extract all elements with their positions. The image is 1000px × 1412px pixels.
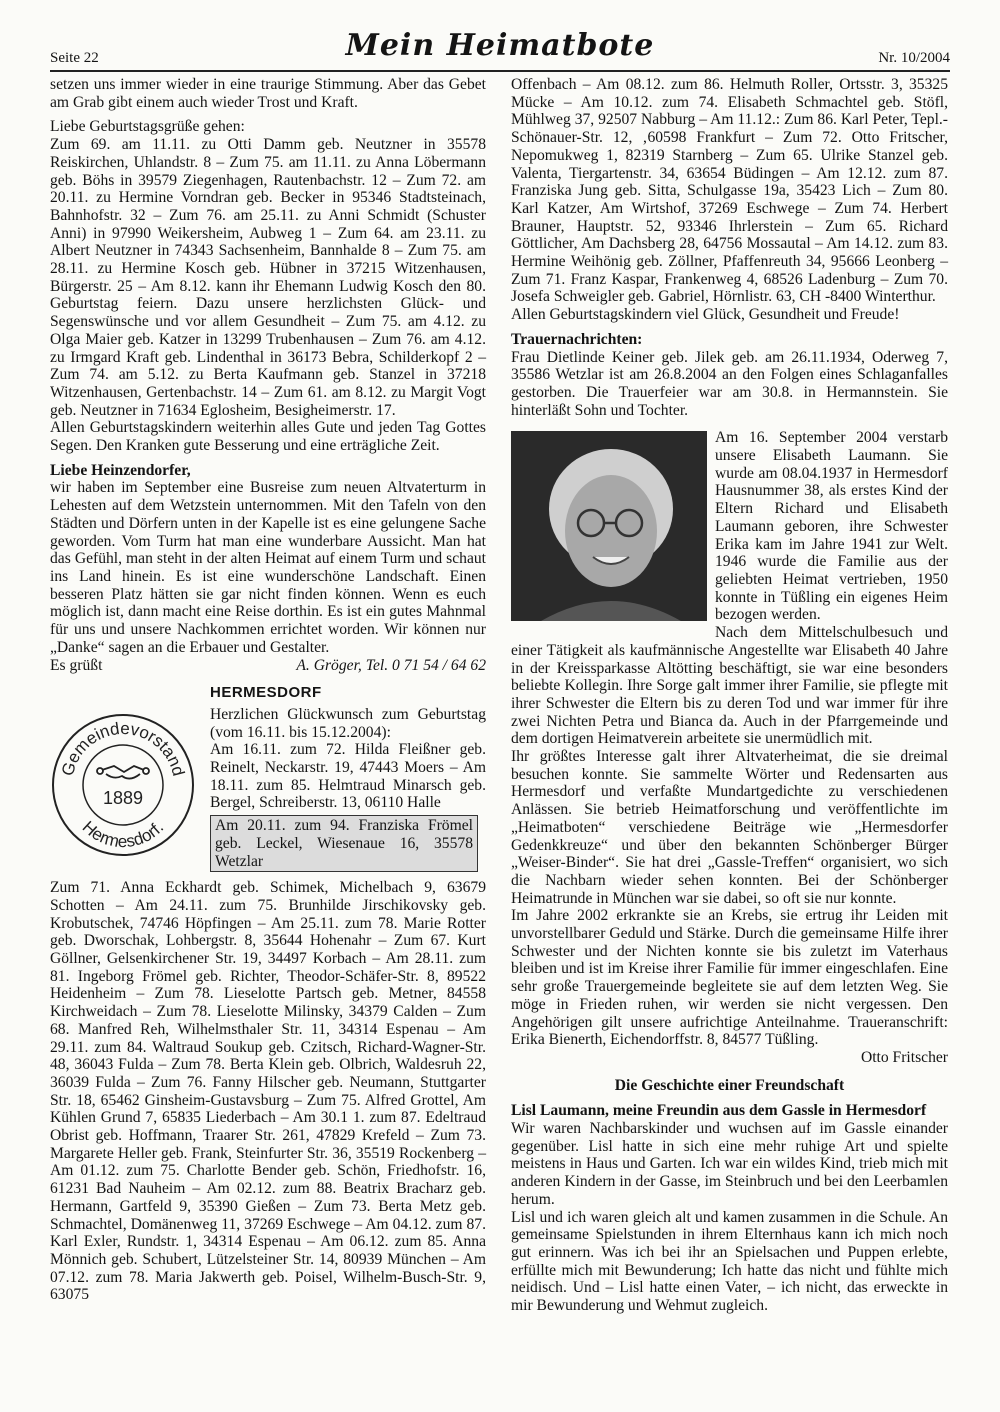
svg-text:Gemeindevorstand: Gemeindevorstand [57,719,189,779]
left-column [50,76,486,1304]
svg-text:1889: 1889 [102,788,144,809]
hermesdorf-block [50,684,486,872]
page-number: Seite 22 [50,50,99,66]
obituary-paragraph-1: Am 16. September 2004 verstarb unsere Elisabeth Laumann. Sie wurde am 08.04.1937 in Hermesdorf Hausnummer 38, als erstes Kind der Eltern Richard und Elisabeth Laumann geboren, ihre Schwester Erika kam im Jahre 1941 zur Welt. 1946 wurde die Familie aus der geliebten Heimat vertrieben, 1950 konnte in Tüßling ein eigenes Heim bezogen werden. [715,429,948,624]
heinzendorf-heading: Liebe Heinzendorfer, [50,461,191,479]
right-column [511,76,948,1315]
greetings-close: Allen Geburtstagskindern weiterhin alles Gute und jeden Tag Gottes Segen. Den Kranken gute Besserung und eine erträgliche Zeit. [50,419,486,455]
obituary-paragraph-3: Ihr größtes Interesse galt ihrer Altvaterheimat, die sie dreimal besuchen konnte. Sie sammelte Wörter und Redensarten aus Hermesdorf und verfaßte Mundartgedichte zu verschiedenen Anlässen. Sie betrieb Heimatforschung und veröffentlichte im „Heimatboten“ verschiedene Beiträge wie „Hermesdorfer Gedenkkreuze“ und über den bekannten Schönberger Bürger „Weiser-Binder“. Sie hat drei „Gassle-Treffen“ organisiert, wo sich die Nachbarn wieder sehen konnten. Bei der Schönberger Heimatrunde in München war sie dabei, so oft sie nur konnte. [511,748,948,907]
greetings-intro: Liebe Geburtstagsgrüße gehen: [50,118,245,136]
greetings-list: Zum 69. am 11.11. zu Otti Damm geb. Neutzner in 35578 Reiskirchen, Uhlandstr. 8 – Zum 75. am 11.11. zu Anna Löbermann geb. Böhs in 39579 Ziegenhagen, Rautenbachstr. 12 – Zum 72. am 20.11. zu Hermine Vorndran geb. Becker in 95346 Stadtsteinach, Bahnhofstr. 32 – Zum 76. am 25.11. zu Anni Schmidt (Schuster Anni) in 97990 Weikersheim, Aubweg 1 – Zum 64. am 23.11. zu Albert Neutzner in 74343 Sachsenheim, Bannhalde 8 – Zum 75. am 28.11. zu Hermine Kosch geb. Hübner in 37215 Witzenhausen, Bürgerstr. 25 – Am 8.12. kann ihr Ehemann Ludwig Kosch den 80. Geburtstag feiern. Dazu unsere herzlichsten Glück- und Segenswünsche und vor allem Gesundheit – Zum 75. am 4.12. zu Olga Maier geb. Katzer in 13299 Trubenhausen – Zum 76. am 4.12. zu Irmgard Kraft geb. Lindenthal in 36173 Bebra, Schilderkopf 2 – Zum 74. am 5.12. zu Berta Kaufmann geb. Stanzel in 37218 Witzenhausen, Gertenbachstr. 14 – Zum 61. am 8.12. zu Margit Vogt geb. Neutzner in 71634 Eglosheim, Besigheimerstr. 17. [50,136,486,419]
signature-line [50,657,486,675]
obituary-paragraph-4: Im Jahre 2002 erkrankte sie an Krebs, sie ertrug ihr Leiden mit unvorstellbarer Geduld und Stärke. Durch die gemeinsame Hilfe ihrer Schwester und der Nichten konnte sie bis zuletzt im Vaterhaus bleiben und ist im Kreise ihrer Familie für immer eingeschlafen. Eine sehr große Trauergemeinde begleitete sie auf dem letzten Weg. Sie möge in Frieden ruhen, wir werden sie nicht vergessen. Den Angehörigen gilt unsere aufrichtige Anteilnahme. Traueranschrift: Erika Bienerth, Eichendorffstr. 8, 84577 Tüßling. [511,907,948,1049]
story-paragraph-1: Wir waren Nachbarskinder und wuchsen auf im Gassle einander gegenüber. Lisl hatte in sich eine mehr ruhige Art und spielte meistens in Haus und Garten. Ich war ein wildes Kind, trieb mich mit anderen Kindern in der Gasse, im Steinbruch und bei den Leerbamlen herum. [511,1120,948,1208]
portrait-photo [511,431,707,621]
svg-text:Hermesdorf.: Hermesdorf. [78,817,168,852]
hermesdorf-title: HERMESDORF [210,684,322,702]
obituary-laumann [511,429,948,1066]
story-paragraph-2: Lisl und ich waren gleich alt und kamen zusammen in die Schule. An gemeinsame Spielstunden in ihrem Elternhaus kann ich mich noch gut erinnern. Was ich bei ihr an Spielsachen und Puppen erlebte, erfüllte mich mit Bewunderung; Ich hatte das nicht und fühlte mich neidisch. Und – Lisl hatte einen Vater, – ich nicht, das erweckte in mir Bewunderung und Wehmut zugleich. [511,1208,948,1315]
handshake-icon [97,766,149,779]
hermesdorf-entries: Am 16.11. zum 72. Hilda Fleißner geb. Reinelt, Neckarstr. 19, 47443 Moers – Am 18.11. zum 85. Helmtraud Minarsch geb. Bergel, Schreiberstr. 13, 06110 Halle [210,741,486,812]
birthday-list-continued: Offenbach – Am 08.12. zum 86. Helmuth Roller, Ortsstr. 3, 35325 Mücke – Am 10.12. zum 74. Elisabeth Schmachtel geb. Stöfl, Mühlweg 37, 92507 Nabburg – Am 11.12.: Zum 86. Karl Peter, Tepl.-Schönauer-Str. 12, ‚60598 Frankfurt – Zum 72. Otto Fritscher, Nepomukweg 1, 82319 Starnberg – Zum 65. Ulrike Stanzel geb. Valenta, Tiergartenstr. 34, 63654 Büdingen – Am 12.12. zum 87. Franziska Jung geb. Sitta, Schulgasse 19a, 35423 Lich – Zum 80. Karl Katzer, Am Wirtshof, 37269 Eschwege – Zum 74. Herbert Brauner, Hauptstr. 52, 93346 Ihrlerstein – Zum 65. Richard Göttlicher, Am Dachsberg 28, 64756 Mossautal – Am 14.12. zum 83. Hermine Weihönig geb. Zöllner, Pfaffenreuth 34, 95666 Leonberg – Zum 71. Franz Kaspar, Frankenweg 4, 68526 Ladenburg – Zum 70. Josefa Schweigler geb. Gabriel, Hörnlistr. 63, CH -8400 Winterthur. [511,76,948,306]
story-title: Die Geschichte einer Freundschaft [614,1076,845,1094]
seal-stamp [50,712,196,858]
intro-paragraph: setzen uns immer wieder in eine traurige Stimmung. Aber das Gebet am Grab gibt einem auch wieder Trost und Kraft. [50,76,486,111]
header-rule [50,70,950,72]
signature-author: A. Gröger, Tel. 0 71 54 / 64 62 [296,656,486,674]
obituary-keiner: Frau Dietlinde Keiner geb. Jilek geb. am 26.11.1934, Oderweg 7, 35586 Wetzlar ist am 26.8.2004 an den Folgen eines Schlaganfalles gestorben. Die Trauerfeier war am 30.8. in Hermannstein. Sie hinterläßt Sohn und Tochter. [511,348,948,419]
heinzendorf-text: wir haben im September eine Busreise zum neuen Altvaterturm in Lehesten auf dem Wetzstein unternommen. Mit den Tafeln von den Städten und Dörfern unten in der Kapelle ist es eine gelungene Sache geworden. Vom Turm hat man eine wunderbare Aussicht. Man hat das Gefühl, man steht in der alten Heimat auf einem Turm und schaut ins Land hinein. Es ist eine wunderschöne Landschaft. Einen besseren Platz hätten sie gar nicht finden können. Wenn es euch möglich ist, dann macht eine Reise dorthin. Es ist ein gutes Mahnmal für uns und unsere Nachkommen errichtet worden. Wir können nur „Danke“ sagen an die Erbauer und Gestalter. [50,479,486,656]
hermesdorf-content [210,684,486,872]
masthead-logo: Mein Heimatbote [345,28,655,63]
hermesdorf-intro: Herzlichen Glückwunsch zum Geburtstag (vom 16.11. bis 15.12.2004): [210,705,486,741]
birthday-close: Allen Geburtstagskindern viel Glück, Gesundheit und Freude! [511,306,900,324]
signature-greeting: Es grüßt [50,656,103,674]
obituary-paragraph-2: Nach dem Mittelschulbesuch und einer Tätigkeit als kaufmännische Angestellte war Elisabeth 40 Jahre in der Kreissparkasse Altötting beschäftigt, sie war eine besonders beliebte Kollegin. Ihre Sorge galt immer ihrer Familie, sie pflegte mit ihrer Schwester die Eltern bis zu deren Tod und war immer für ihre zwei Nichten Petra und Bianca da. Auch in der Pfarrgemeinde und dem dortigen Heimatverein arbeitete sie unermüdlich mit. [511,624,948,748]
obituary-heading: Trauernachrichten: [511,330,643,348]
page-header [50,22,950,70]
obituary-author: Otto Fritscher [860,1048,948,1066]
highlight-box: Am 20.11. zum 94. Franziska Frömel geb. Leckel, Wiesenaue 16, 35578 Wetzlar [210,815,478,872]
story-subtitle: Lisl Laumann, meine Freundin aus dem Gassle in Hermesdorf [511,1102,927,1120]
issue-number: Nr. 10/2004 [878,50,950,66]
hermesdorf-list: Zum 71. Anna Eckhardt geb. Schimek, Michelbach 9, 63679 Schotten – Am 24.11. zum 75. Brunhilde Jirschikovsky geb. Krobutschek, 74746 Höpfingen – Am 25.11. zum 78. Marie Rotter geb. Dworschak, Lohbergstr. 8, 35644 Hohenahr – Zum 67. Kurt Göllner, Gelsenkirchener Str. 19, 34497 Korbach – Am 28.11. zum 81. Ingeborg Frömel geb. Richter, Theodor-Schäfer-Str. 8, 89522 Heidenheim – Zum 78. Lieselotte Partsch geb. Metner, 84558 Kirchweidach – Zum 78. Lieselotte Milinsky, 34379 Calden – Zum 68. Manfred Reh, Wilhelmsthaler Str. 11, 34314 Espenau – Am 29.11. zum 84. Waltraud Soukup geb. Czitsch, Richard-Wagner-Str. 48, 36043 Fulda – Zum 78. Berta Klein geb. Olbrich, Waldesruh 22, 36039 Fulda – Zum 76. Fanny Hilscher geb. Neumann, Stuttgarter Str. 18, 65462 Ginsheim-Gustavsburg – Zum 75. Alfred Grottel, Am Kühlen Grund 7, 65835 Liederbach – Am 30.1 1. zum 87. Edeltraud Obrist geb. Hoffmann, Traarer Str. 261, 47829 Krefeld – Zum 73. Margarete Heller geb. Frank, Steinfurter Str. 36, 35519 Rockenberg – Am 01.12. zum 75. Charlotte Bender geb. Schön, Friedhofstr. 16, 61231 Bad Nauheim – Am 02.12. zum 88. Beatrix Bracharz geb. Hermann, Gartfeld 9, 35390 Gießen – Zum 73. Berta Metz geb. Schmachtel, Domänenweg 11, 37269 Eschwege – Am 04.12. zum 87. Karl Exler, Rundstr. 1, 34314 Espenau – Am 06.12. zum 85. Anna Mönnich geb. Schubert, Lützelsteiner Str. 14, 80939 München – Am 07.12. zum 78. Maria Jakwerth geb. Poisel, Wilhelm-Busch-Str. 9, 63075 [50,879,486,1304]
